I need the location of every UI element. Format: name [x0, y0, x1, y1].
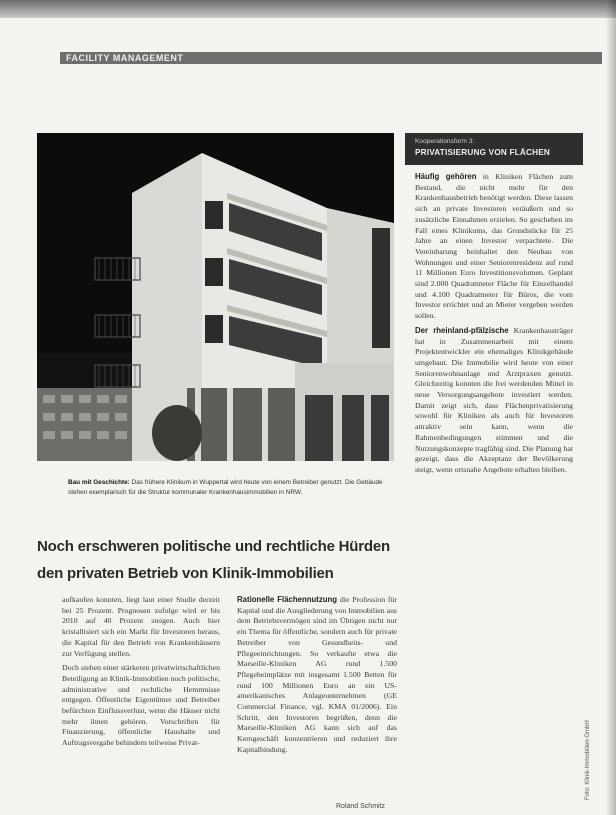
- middle-text: die Profession für Kapital und die Ausgliederung von Immobilien aus dem Betriebsvermögen sind im Übrigen nicht nur ein Thema für öffentliche, sondern auch für private Betreiber von Gesundheits- und Pflegeeinrichtungen. So verkaufte etwa die Marseille-Kliniken AG rund 1.500 Pflegeheimplätze mit insgesamt 1.500 Betten für rund 100 Millionen Euro an ein US-amerikanisches Anlageunternehmen (GE Commercial Finance, vgl. KMA 01/2006). Ein Schritt, den Investoren begrüßen, denn die Marseille-Kliniken AG kann sich auf das Kerngeschäft konzentrieren und reduziert ihre Kapitalbindung.: [237, 595, 398, 754]
- article-headline: [37, 533, 397, 587]
- body-column-left: [62, 595, 220, 753]
- sidebox-text: Krankenhausträger hat in Zusammenarbeit mit einem Projektentwickler ein ehemaliges Klinikgebäude umgebaut. Die Immobilie wird heute von einer Seniorenwohnanlage und Arztpraxen genutzt. Gleichzeitig konnten die frei werdenden Mittel in neue Versorgungsangebote investiert werden. Damit zeigt sich, dass Flächenprivatisierung sowohl für Kliniken als auch für Investoren attraktiv sein kann, wenn die Rahmenbedingungen stimmen und die Nutzungskonzepte tragfähig sind. Die Planung hat gezeigt, dass die Akzeptanz der Bevölkerung steigt, wenn ortsnahe Angebote erhalten bleiben.: [415, 325, 573, 474]
- middle-lead: Rationelle Flächennutzung: [237, 595, 338, 604]
- sidebox-paragraph: [415, 172, 573, 322]
- sidebox-title: PRIVATISIERUNG VON FLÄCHEN: [415, 148, 550, 157]
- sidebox-lead: Der rheinland-pfälzische: [415, 325, 509, 335]
- sidebox-body: [415, 172, 573, 480]
- building-photo: [37, 133, 394, 461]
- sidebox-lead: Häufig gehören: [415, 172, 477, 181]
- section-label: FACILITY MANAGEMENT: [66, 53, 184, 63]
- middle-paragraph: [237, 595, 397, 756]
- building-illustration: [37, 133, 394, 461]
- sidebox-text: in Kliniken Flächen zum Bestand, die nicht mehr für den Krankenhausbetrieb benötigt werden. Diese lassen sich an private Investoren veräußern und so zusätzliche Einnahmen erzielen. So geschehen im Fall eines Klinikums, das Grundstücke für 25 Jahre an einen Investor verpachtete. Die Vereinbarung beinhaltet den Neubau von Wohnungen und einer Seniorenresidenz auf rund 11 Millionen Euro Investitionsvolumen. Geplant sind 2.000 Quadratmeter Fläche für Einzelhandel und 4.100 Quadratmeter für Büros, die vom Investor errichtet und an Mieter vergeben werden sollen.: [415, 172, 573, 321]
- photo-credit-vertical: Foto: Klinik-Immobilien GmbH: [585, 720, 591, 800]
- caption-text: Das frühere Klinikum in Wuppertal wird heute von einem Betreiber genutzt. Die Gebäude stehen exemplarisch für die Struktur kommunaler Krankenhausimmobilien in NRW.: [68, 479, 383, 496]
- headline-line-2: den privaten Betrieb von Klinik-Immobilien: [37, 565, 334, 582]
- left-paragraph: Doch stehen einer stärkeren privatwirtschaftlichen Beteiligung an Klinik-Immobilien noch politische, administrative und rechtliche Hemmnisse entgegen. Öffentliche Eigentümer und Betreiber befürchten Einflussverlust, wenn die Häuser nicht mehr ihnen gehören. Vorschriften für Finanzierung, öffentliche Haushalte und Auftragsvergabe behindern teilweise Privat-: [62, 663, 220, 748]
- left-paragraph: aufkaufen konnten, liegt laut einer Studie derzeit bei 25 Prozent. Prognosen zufolge wird er bis 2010 auf 40 Prozent steigen. Auch hier kristallisiert sich ein Markt für Investoren heraus, die Kapital für den Betrieb von Krankenhäusern zur Verfügung stellen.: [62, 595, 220, 658]
- page-gutter-shadow: [606, 0, 616, 815]
- sidebox-kicker: Kooperationsform 3:: [415, 138, 475, 145]
- section-header: [60, 52, 602, 64]
- author-name: Roland Schmitz: [336, 803, 386, 810]
- sidebox-header: [405, 133, 583, 165]
- headline-line-1: Noch erschweren politische und rechtliche Hürden: [37, 538, 390, 555]
- caption-lead: Bau mit Geschichte:: [68, 479, 130, 486]
- sidebox-paragraph: [415, 326, 573, 476]
- page-top-edge: [0, 0, 616, 18]
- body-column-middle: [237, 595, 397, 760]
- photo-caption: [68, 478, 394, 497]
